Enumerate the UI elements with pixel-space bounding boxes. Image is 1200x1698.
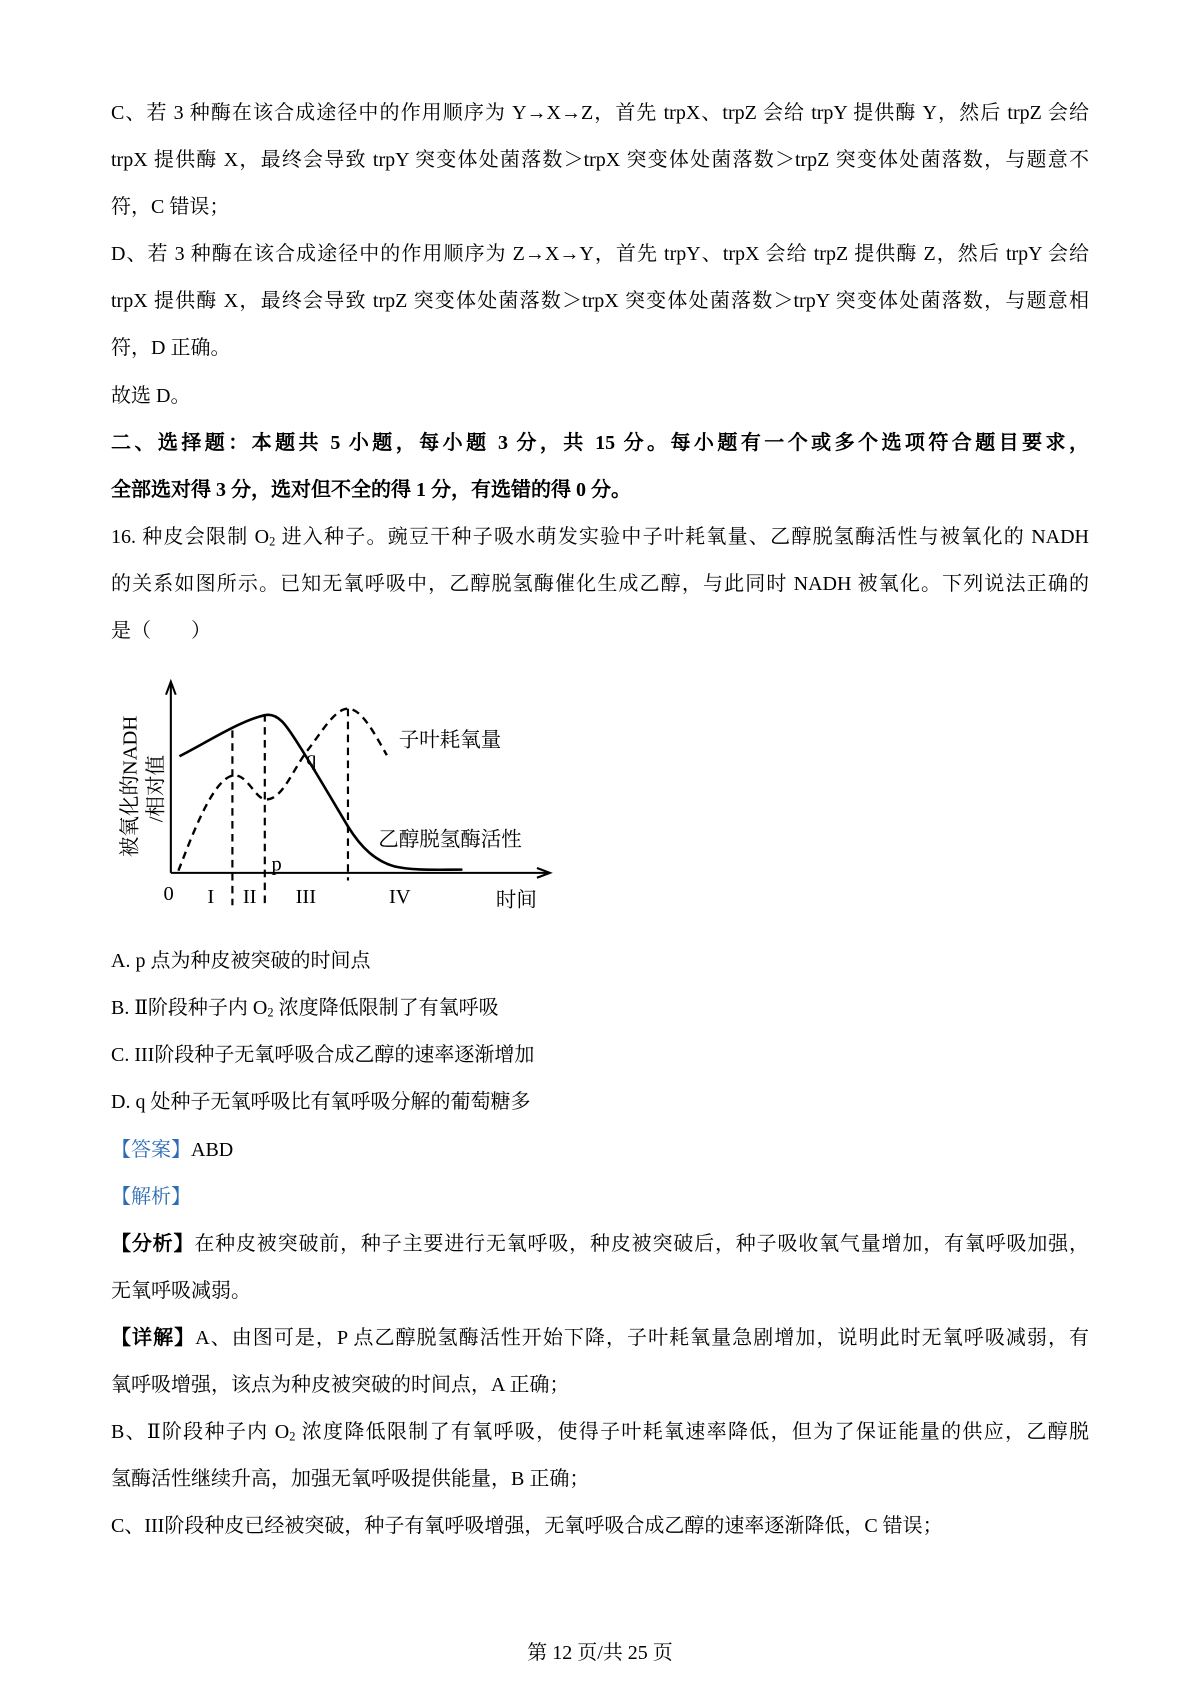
page-content: [111, 90, 1089, 1550]
analysis-tag: 【分析】: [111, 1232, 195, 1255]
option-b-text: B. Ⅱ阶段种子内 O: [111, 997, 268, 1020]
origin-label: 0: [163, 883, 174, 906]
stage-label: I: [207, 886, 215, 909]
option-c-explanation-line: 符，C 错误；: [111, 196, 230, 219]
question-stem-text: 进入种子。豌豆干种子吸水萌发实验中子叶耗氧量、乙醇脱氢酶活性与被氧化的 NADH: [275, 525, 1089, 548]
y-axis-unit: /相对值: [145, 755, 168, 823]
point-label-p: p: [271, 853, 282, 876]
option-d: D. q 处种子无氧呼吸比有氧呼吸分解的葡萄糖多: [111, 1091, 531, 1114]
detail-line: 氢酶活性继续升高，加强无氧呼吸提供能量，B 正确；: [111, 1468, 590, 1491]
point-label-q: q: [306, 748, 317, 771]
x-axis-label: 时间: [495, 889, 537, 912]
analysis-line: [111, 1221, 1089, 1268]
detail-text: A、由图可是，P 点乙醇脱氢酶活性开始下降，子叶耗氧量急剧增加，说明此时无氧呼吸减弱，有: [195, 1326, 1089, 1349]
option-d-explanation-line: D、若 3 种酶在该合成途径中的作用顺序为 Z→X→Y，首先 trpY、trpX 会给 trpZ 提供酶 Z，然后 trpY 会给: [111, 243, 1089, 266]
section-heading-line: 全部选对得 3 分，选对但不全的得 1 分，有选错的得 0 分。: [111, 478, 631, 501]
answer-line: [111, 1127, 1089, 1174]
respiration-graph: [108, 672, 562, 915]
detail-line: C、III阶段种皮已经被突破，种子有氧呼吸增强，无氧呼吸合成乙醇的速率逐渐降低，C 错误；: [111, 1515, 943, 1538]
option-d-explanation-line: trpX 提供酶 X，最终会导致 trpZ 突变体处菌落数＞trpX 突变体处菌落数＞trpY 突变体处菌落数，与题意相: [111, 290, 1089, 313]
detail-text: B、Ⅱ阶段种子内 O: [111, 1421, 290, 1444]
subscript: 2: [267, 1005, 274, 1020]
option-d-explanation-line: 符，D 正确。: [111, 337, 231, 360]
explanation-heading: [111, 1174, 1089, 1221]
detail-text: 浓度降低限制了有氧呼吸，使得子叶耗氧速率降低，但为了保证能量的供应，乙醇脱: [295, 1421, 1089, 1444]
option-a: A. p 点为种皮被突破的时间点: [111, 950, 371, 973]
previous-conclusion: 故选 D。: [111, 384, 191, 407]
detail-line: [111, 1409, 1089, 1456]
option-b: [111, 985, 1089, 1032]
answer-tag: 【答案】: [111, 1138, 191, 1161]
enzyme-curve-label: 乙醇脱氢酶活性: [378, 829, 522, 852]
question-stem-text: 16. 种皮会限制 O: [111, 525, 270, 548]
option-b-text: 浓度降低限制了有氧呼吸: [273, 997, 499, 1020]
detail-line: 氧呼吸增强，该点为种皮被突破的时间点，A 正确；: [111, 1373, 570, 1396]
y-axis-label: 被氧化的NADH: [119, 715, 142, 858]
question-stem-line: [111, 514, 1089, 561]
detail-line: [111, 1315, 1089, 1362]
oxygen-consumption-curve: [178, 709, 386, 871]
page-number-footer: 第 12 页/共 25 页: [527, 1642, 673, 1664]
subscript: 2: [269, 534, 276, 549]
analysis-text: 在种皮被突破前，种子主要进行无氧呼吸，种皮被突破后，种子吸收氧气量增加，有氧呼吸加强，: [194, 1232, 1089, 1255]
explanation-tag: 【解析】: [111, 1185, 191, 1208]
stage-label: III: [295, 886, 317, 909]
subscript: 2: [289, 1429, 296, 1444]
oxygen-curve-label: 子叶耗氧量: [398, 729, 502, 752]
option-c-explanation-line: trpX 提供酶 X，最终会导致 trpY 突变体处菌落数＞trpX 突变体处菌落数＞trpZ 突变体处菌落数，与题意不: [111, 149, 1089, 172]
question-figure: [111, 655, 1089, 938]
analysis-line: 无氧呼吸减弱。: [111, 1279, 251, 1302]
stage-label: IV: [388, 886, 411, 909]
option-c-explanation-line: C、若 3 种酶在该合成途径中的作用顺序为 Y→X→Z，首先 trpX、trpZ 会给 trpY 提供酶 Y，然后 trpZ 会给: [111, 102, 1089, 124]
section-heading-line: 二、选择题：本题共 5 小题，每小题 3 分，共 15 分。每小题有一个或多个选项符合题目要求，: [111, 431, 1089, 454]
question-stem-line: 的关系如图所示。已知无氧呼吸中，乙醇脱氢酶催化生成乙醇，与此同时 NADH 被氧化。下列说法正确的: [111, 572, 1089, 595]
answer-value: ABD: [191, 1138, 234, 1161]
stage-label: II: [242, 886, 257, 909]
question-stem-line: 是（ ）: [111, 620, 211, 643]
option-c: C. III阶段种子无氧呼吸合成乙醇的速率逐渐增加: [111, 1044, 535, 1067]
detail-tag: 【详解】: [111, 1326, 196, 1349]
